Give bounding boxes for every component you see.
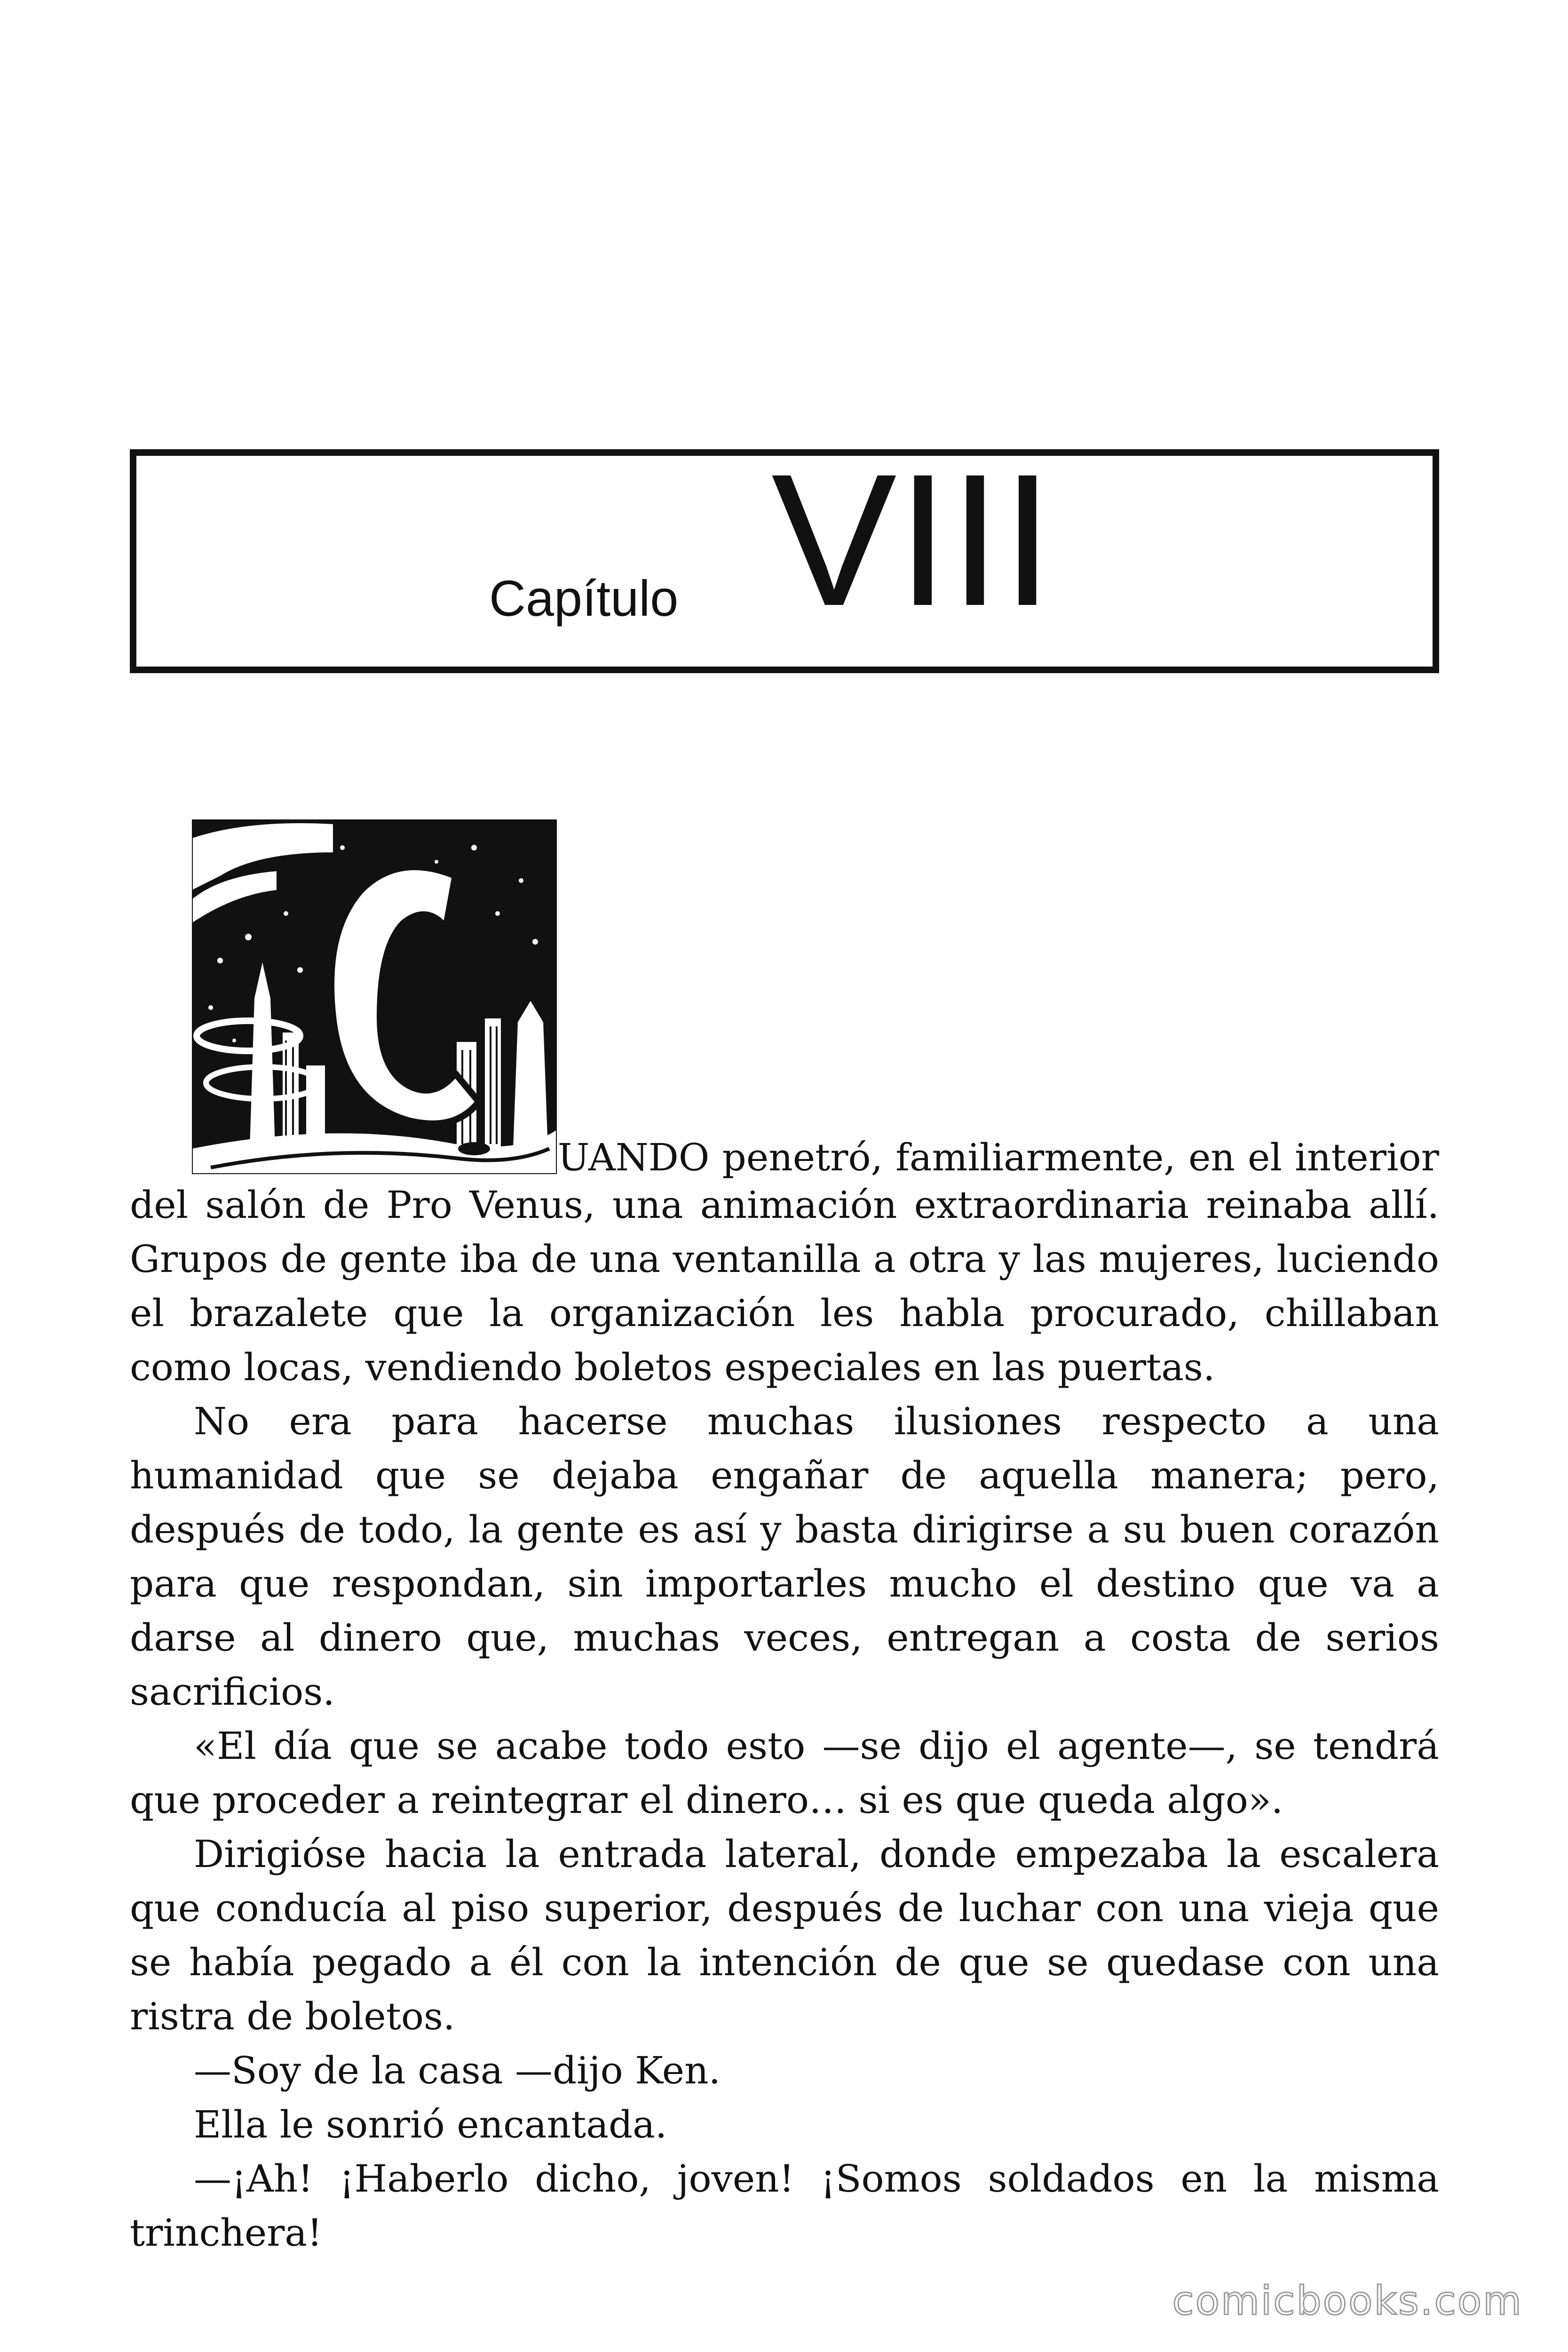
first-line-after-dropcap: UANDO penetró, familiarmente, en el interior [558,1136,1439,1179]
paragraph-1-continuation: del salón de Pro Venus, una animación extraordinaria reinaba allí. Grupos de gente iba de una ventanilla a otra y las mujeres, luciendo el brazalete que la organización les habla procurado, chillaban como locas, vendiendo boletos especiales en las puertas. [130,1183,1439,1389]
chapter-body [130,1137,1439,2260]
paragraph-3: «El día que se acabe todo esto —se dijo el agente—, se tendrá que proceder a reintegrar el dinero… si es que queda algo». [130,1724,1439,1822]
paragraph-7: —¡Ah! ¡Haberlo dicho, joven! ¡Somos soldados en la misma trinchera! [130,2157,1439,2255]
paragraph-6: Ella le sonrió encantada. [194,2103,667,2146]
chapter-number: VIII [771,435,1054,645]
watermark: comicbooks.com [1172,2278,1523,2324]
paragraph-4: Dirigióse hacia la entrada lateral, donde empezaba la escalera que conducía al piso superior, después de luchar con una vieja que se había pegado a él con la intención de que se quedase con una ristra de boletos. [130,1832,1439,2038]
dropcap-illustration [192,819,557,1174]
chapter-label: Capítulo [489,570,679,627]
paragraph-5: —Soy de la casa —dijo Ken. [194,2049,721,2092]
paragraph-2: No era para hacerse muchas ilusiones respecto a una humanidad que se dejaba engañar de aquella manera; pero, después de todo, la gente es así y basta dirigirse a su buen corazón para que respondan, sin importarles mucho el destino que va a darse al dinero que, muchas veces, entregan a costa de serios sacrificios. [130,1399,1439,1714]
dropcap-c-icon [192,819,557,1174]
